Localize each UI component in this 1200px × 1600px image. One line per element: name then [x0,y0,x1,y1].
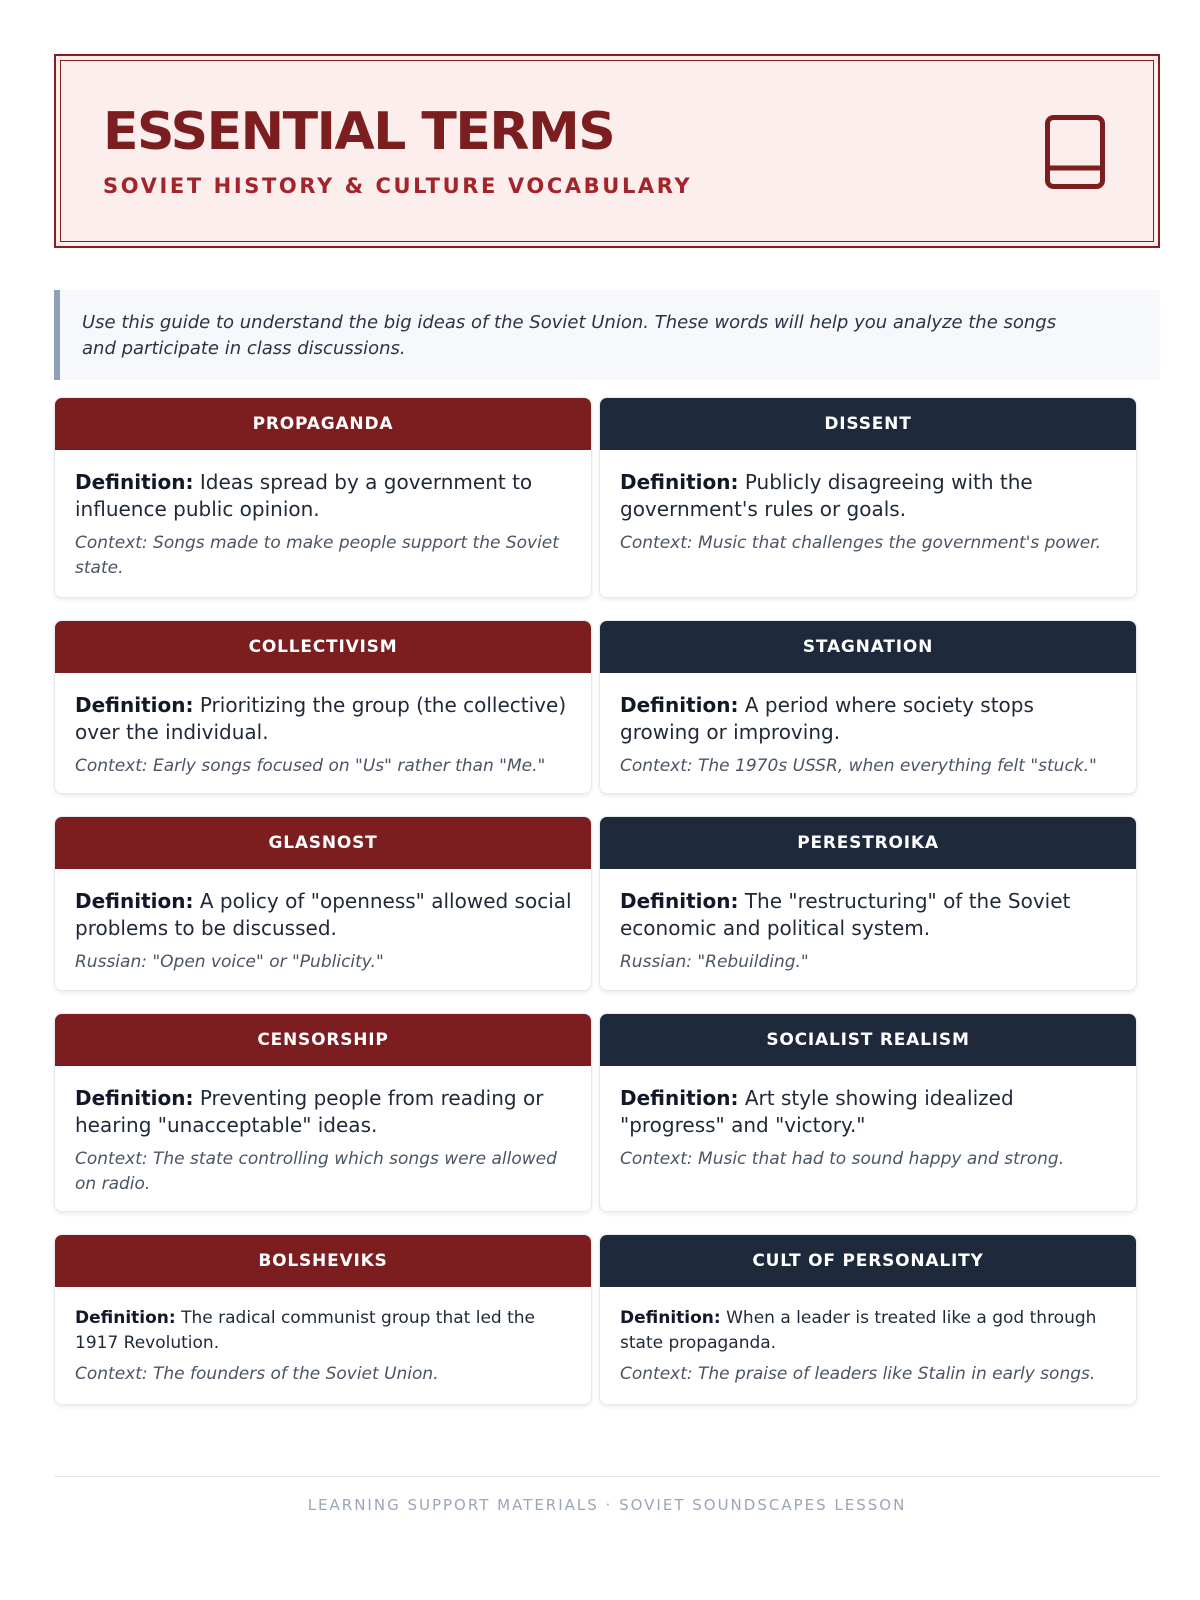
term-context: Context: Songs made to make people support the Soviet state. [75,533,559,578]
definition-text: When a leader is treated like a god through state propaganda. [620,1308,1097,1353]
term-title: CENSORSHIP [55,1014,591,1066]
definition-label: Definition: [620,1086,739,1110]
term-context: Context: Music that challenges the government's power. [620,533,1102,553]
term-definition [75,469,572,523]
page-footer: LEARNING SUPPORT MATERIALS · SOVIET SOUNDSCAPES LESSON [307,1496,907,1514]
term-card-propaganda [54,397,592,598]
term-context: Context: The state controlling which songs were allowed on radio. [75,1149,557,1194]
definition-text: The "restructuring" of the Soviet economic and political system. [620,889,1071,940]
page-title: ESSENTIAL TERMS [103,102,615,162]
term-card-bolsheviks [54,1234,592,1405]
term-definition [620,888,1117,942]
term-context: Context: The praise of leaders like Stalin in early songs. [620,1364,1096,1384]
term-card-stagnation [599,620,1137,794]
page-subtitle: SOVIET HISTORY & CULTURE VOCABULARY [103,174,693,198]
term-card-perestroika [599,816,1137,991]
term-title: STAGNATION [600,621,1136,673]
definition-text: The radical communist group that led the 1917 Revolution. [75,1308,536,1353]
term-definition [75,692,572,746]
term-card-censorship [54,1013,592,1212]
definition-label: Definition: [620,889,739,913]
term-title: BOLSHEVIKS [55,1235,591,1287]
definition-label: Definition: [75,889,194,913]
definition-label: Definition: [75,1086,194,1110]
definition-text: Art style showing idealized "progress" and "victory." [620,1086,1014,1137]
term-definition [620,1306,1117,1356]
definition-label: Definition: [620,1308,721,1328]
definition-text: Publicly disagreeing with the government's rules or goals. [620,470,1033,521]
term-context: Russian: "Rebuilding." [620,952,809,972]
term-title: COLLECTIVISM [55,621,591,673]
term-context: Context: The founders of the Soviet Union. [75,1364,439,1384]
term-context: Context: The 1970s USSR, when everything felt "stuck." [620,756,1097,776]
term-definition [75,1306,572,1356]
definition-label: Definition: [620,470,739,494]
vocabulary-page [54,54,1160,1514]
term-card-socialist-realism [599,1013,1137,1212]
definition-label: Definition: [620,693,739,717]
book-icon [1044,114,1106,190]
term-title: PROPAGANDA [55,398,591,450]
term-card-glasnost [54,816,592,991]
term-title: CULT OF PERSONALITY [600,1235,1136,1287]
term-title: GLASNOST [55,817,591,869]
term-definition [620,469,1117,523]
term-definition [620,692,1117,746]
definition-text: A policy of "openness" allowed social problems to be discussed. [75,889,572,940]
footer-divider [54,1476,1160,1477]
term-definition [620,1085,1117,1139]
term-context: Russian: "Open voice" or "Publicity." [75,952,384,972]
page-header [54,54,1160,248]
definition-text: Ideas spread by a government to influence public opinion. [75,470,533,521]
term-definition [75,888,572,942]
definition-text: Preventing people from reading or hearing "unacceptable" ideas. [75,1086,544,1137]
term-title: DISSENT [600,398,1136,450]
term-title: SOCIALIST REALISM [600,1014,1136,1066]
intro-note: Use this guide to understand the big ideas of the Soviet Union. These words will help you analyze the songs and participate in class discussions. [54,290,1160,380]
term-title: PERESTROIKA [600,817,1136,869]
term-context: Context: Early songs focused on "Us" rather than "Me." [75,756,546,776]
term-card-collectivism [54,620,592,794]
definition-text: A period where society stops growing or improving. [620,693,1034,744]
term-card-dissent [599,397,1137,598]
definition-label: Definition: [75,693,194,717]
term-definition [75,1085,572,1139]
definition-text: Prioritizing the group (the collective) over the individual. [75,693,567,744]
definition-label: Definition: [75,1308,176,1328]
term-context: Context: Music that had to sound happy and strong. [620,1149,1065,1169]
term-card-cult-of-personality [599,1234,1137,1405]
definition-label: Definition: [75,470,194,494]
